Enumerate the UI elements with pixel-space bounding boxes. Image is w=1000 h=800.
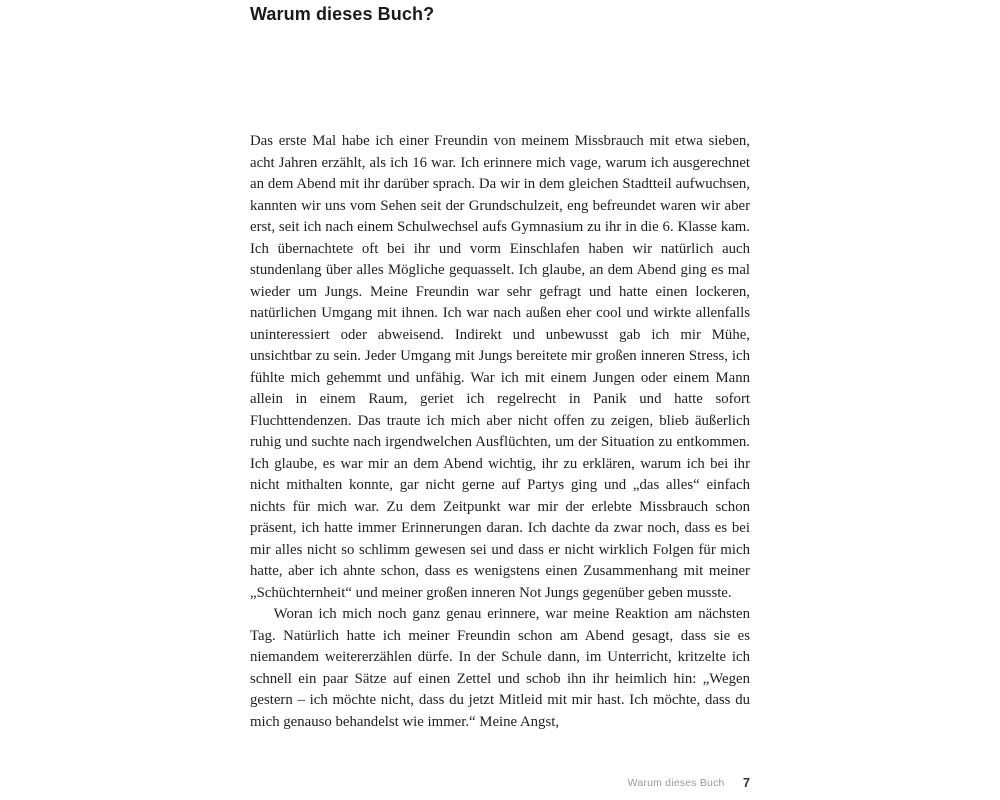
page-footer <box>250 774 750 792</box>
paragraph: Woran ich mich noch ganz genau erinnere, war meine Reaktion am nächsten Tag. Natürlich hatte ich meiner Freundin schon am Abend gesagt, dass sie es niemandem weitererzählen dürfe. In der Schule dann, im Unterricht, kritzelte ich schnell ein paar Sätze auf einen Zettel und schob ihn ihr heimlich hin: „Wegen gestern – ich möchte nicht, dass du jetzt Mitleid mit mir hast. Ich möchte, dass du mich genauso behandelst wie immer.“ Meine Angst, <box>250 606 750 730</box>
running-head: Warum dieses Buch <box>627 776 725 789</box>
paragraph: Das erste Mal habe ich einer Freundin von meinem Missbrauch mit etwa sieben, acht Jahren erzählt, als ich 16 war. Ich erinnere mich vage, warum ich ausgerechnet an dem Abend mit ihr darüber sprach. Da wir in dem gleichen Stadtteil aufwuchsen, kannten wir uns vom Sehen seit der Grundschulzeit, eng befreundet waren wir aber erst, seit ich nach einem Schulwechsel aufs Gymnasium zu ihr in die 6. Klasse kam. Ich übernachtete oft bei ihr und vorm Einschlafen haben wir natürlich auch stundenlang über alles Mögliche gequasselt. Ich glaube, an dem Abend ging es mal wieder um Jungs. Meine Freundin war sehr gefragt und hatte einen lockeren, natürlichen Umgang mit ihnen. Ich war nach außen eher cool und wirkte allenfalls uninteressiert oder abweisend. Indirekt und unbewusst gab ich mir Mühe, unsichtbar zu sein. Jeder Umgang mit Jungs bereitete mir großen inneren Stress, ich fühlte mich gehemmt und unfähig. War ich mit einem Jungen oder einem Mann allein in einem Raum, geriet ich regelrecht in Panik und hatte sofort Fluchttendenzen. Das traute ich mich aber nicht offen zu zeigen, blieb äußerlich ruhig und suchte nach irgendwelchen Ausflüchten, um der Situation zu entkommen. Ich glaube, es war mir an dem Abend wichtig, ihr zu erklären, warum ich bei ihr nicht mithalten konnte, gar nicht gerne auf Partys ging und „das alles“ einfach nichts für mich war. Zu dem Zeitpunkt war mir der erlebte Missbrauch schon präsent, ich hatte immer Erinnerungen daran. Ich dachte da zwar noch, dass es bei mir alles nicht so schlimm gewesen sei und dass er nicht wirklich Folgen für mich hatte, aber ich ahnte schon, dass es wenigstens einen Zusammenhang mit meiner „Schüchternheit“ und meiner großen inneren Not Jungs gegenüber geben musste. <box>250 133 750 601</box>
chapter-title: Warum dieses Buch? <box>250 4 435 24</box>
page-number: 7 <box>743 775 750 790</box>
body-text <box>250 131 750 733</box>
